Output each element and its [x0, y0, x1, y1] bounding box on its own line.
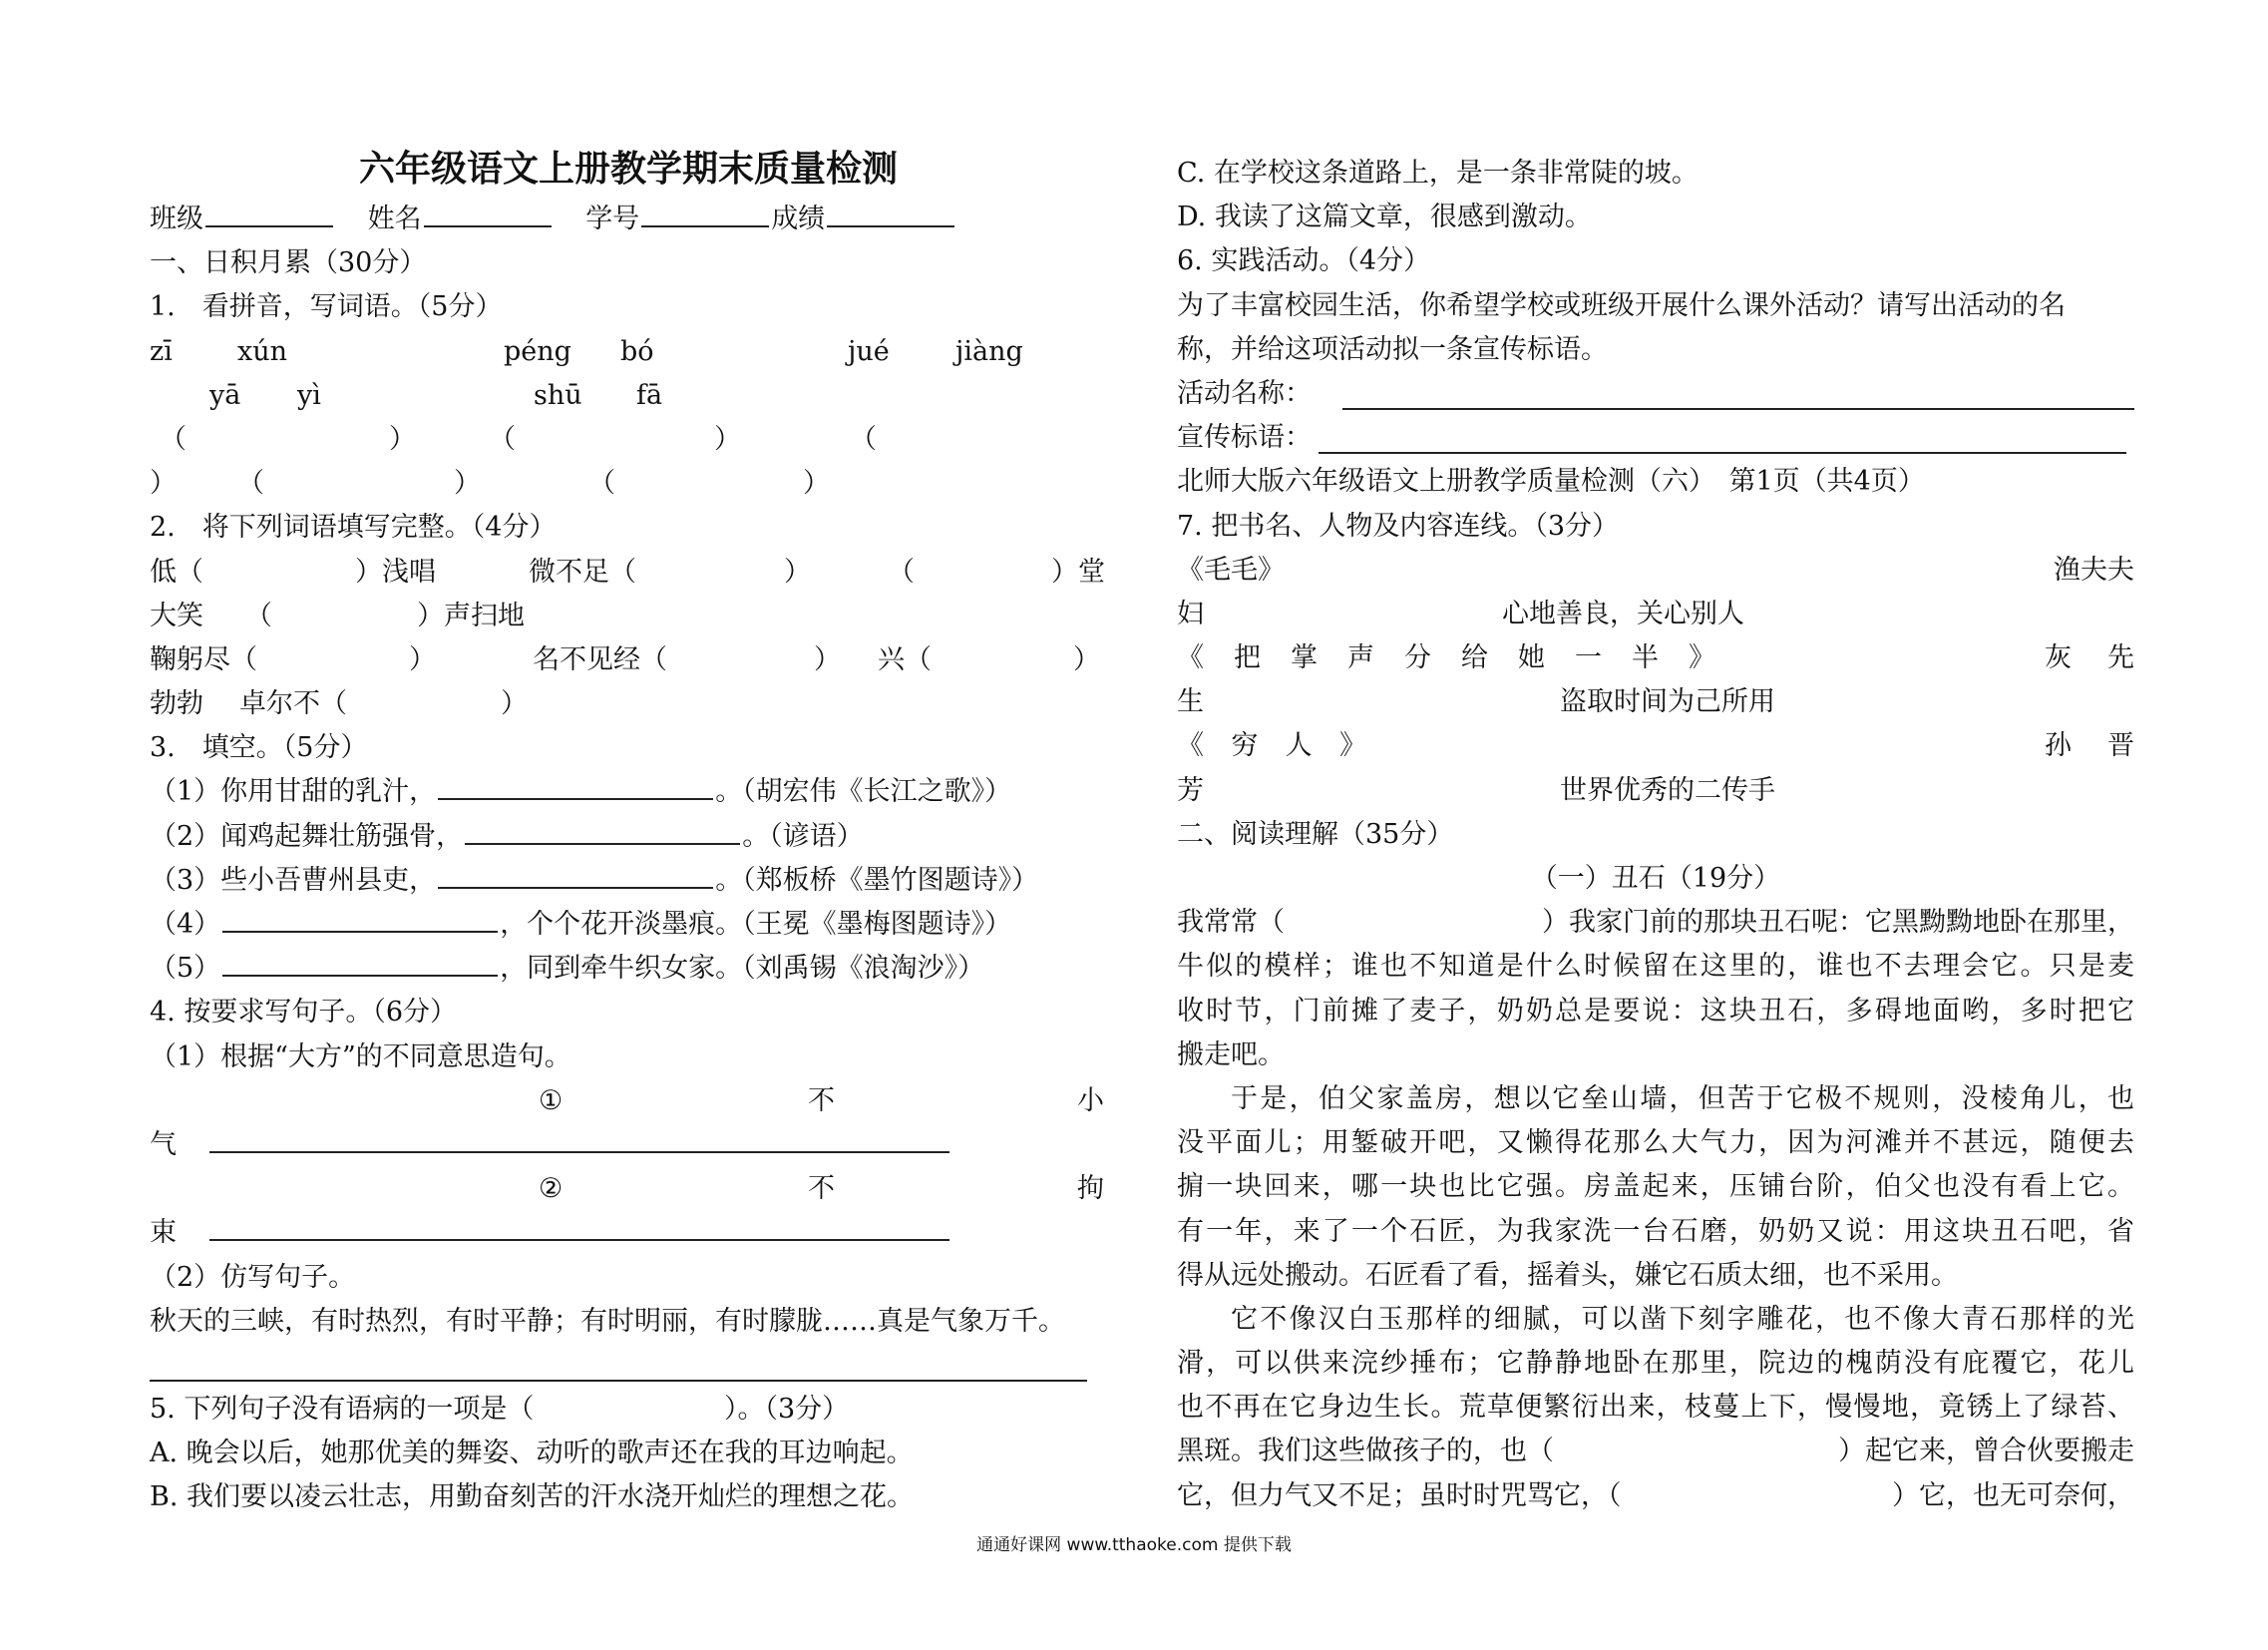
q4-1a-line [150, 1079, 1107, 1123]
book-title: 《毛毛》 [1177, 554, 1285, 586]
q5-option-b: B. 我们要以凌云壮志，用勤奋刻苦的汗水浇开灿烂的理想之花。 [150, 1481, 915, 1513]
q2-text: 鞠躬尽（ [150, 643, 257, 675]
q2-text: ）浅唱 [355, 556, 436, 588]
q5-text: 5. 下列句子没有语病的一项是（ [150, 1394, 535, 1426]
pinyin: zī [150, 335, 173, 367]
q3-item-5 [150, 947, 1107, 991]
q2-text: 兴（ [878, 643, 932, 675]
section-1-heading: 一、日积月累（30分） [150, 247, 427, 279]
q3-text: （3）些小吾曹州县吏， [150, 864, 437, 896]
name-label: 姓名 [367, 204, 422, 234]
q2-text: ） [501, 688, 528, 720]
book-title: 《穷人》 [1177, 730, 1366, 762]
paren: （ [588, 468, 615, 500]
q4-word: 气 [150, 1128, 177, 1160]
number-label: 学号 [585, 204, 640, 234]
q4-1a-answer [150, 1123, 1107, 1167]
answer-underline[interactable] [150, 1380, 1087, 1382]
q7-row-2 [1177, 593, 2134, 636]
answer-blank[interactable] [209, 1213, 949, 1241]
q4-word: 不 [808, 1173, 835, 1205]
character: 生 [1177, 686, 1204, 718]
student-info [150, 198, 1107, 241]
q3-item-2 [150, 815, 1107, 859]
q7-row-1 [1177, 549, 2134, 593]
page-info: 北师大版六年级语文上册教学质量检测（六） 第1页（共4页） [1177, 466, 1925, 498]
number-blank[interactable] [641, 200, 769, 227]
character: 孙晋 [2045, 730, 2134, 762]
q4-num: ② [539, 1173, 564, 1205]
q4-part-1: （1）根据“大方”的不同意思造句。 [150, 1040, 571, 1072]
pinyin: yì [297, 379, 321, 411]
section-2-heading: 二、阅读理解（35分） [1177, 818, 1454, 850]
q2-text: 卓尔不（ [239, 688, 347, 720]
q2-text: ）堂 [1051, 556, 1105, 588]
class-blank[interactable] [205, 200, 333, 227]
q2-text: 勃勃 [150, 688, 203, 720]
content: 盗取时间为己所用 [1560, 686, 1775, 718]
paren: ） [803, 468, 830, 500]
q2-line-1 [150, 551, 1107, 595]
question-1: 1. 看拼音，写词语。（5分） [150, 291, 503, 323]
passage-line: 得从远处搬动。石匠看了看，摇着头，嫌它石质太细，也不采用。 [1177, 1259, 1958, 1291]
q5-text: ）。（3分） [724, 1394, 850, 1426]
paren: ） [389, 423, 416, 455]
passage-line: 滑，可以供来浣纱捶布；它静静地卧在那里，院边的槐荫没有庇覆它，花儿 [1177, 1348, 2134, 1380]
pinyin: jué [848, 335, 890, 367]
q5-option-a: A. 晚会以后，她那优美的舞姿、动听的歌声还在我的耳边响起。 [150, 1438, 914, 1469]
q3-text: 。（胡宏伟《长江之歌》） [715, 776, 1012, 808]
q3-text: ，个个花开淡墨痕。（王冕《墨梅图题诗》） [500, 909, 1012, 940]
passage-line: 有一年，来了一个石匠，为我家洗一台石磨，奶奶又说：用这块丑石吧，省 [1177, 1215, 2134, 1247]
passage-line: 也不再在它身边生长。荒草便繁衍出来，枝蔓上下，慢慢地，竟锈上了绿苔、 [1177, 1392, 2134, 1424]
question-4: 4. 按要求写句子。（6分） [150, 997, 458, 1029]
q4-word: 拘 [1077, 1173, 1104, 1205]
pinyin-row-1 [150, 330, 1107, 374]
passage-text: ）我家门前的那块丑石呢：它黑黝黝地卧在那里， [1542, 907, 2134, 939]
q4-2-answer[interactable] [150, 1344, 1107, 1388]
pinyin-row-2 [150, 374, 1107, 418]
q4-1b-line [150, 1167, 1107, 1211]
right-column [1177, 152, 2134, 1518]
class-label: 班级 [150, 204, 203, 234]
q2-line-2 [150, 595, 1107, 638]
left-column [150, 198, 1107, 1520]
pinyin: yā [209, 379, 241, 411]
answer-underline[interactable] [1342, 408, 2134, 410]
answer-parens-row-2[interactable] [150, 462, 1107, 506]
q2-text: ） [1073, 643, 1100, 675]
score-label: 成绩 [771, 204, 826, 234]
q6-label: 活动名称： [1177, 377, 1312, 409]
passage-text: ）起它来，曾合伙要搬走 [1838, 1436, 2134, 1467]
content: 心地善良，关心别人 [1502, 598, 1744, 629]
q4-num: ① [539, 1084, 564, 1116]
q2-text: ） [409, 643, 436, 675]
q7-row-6 [1177, 769, 2134, 813]
question-3: 3. 填空。（5分） [150, 732, 368, 764]
passage-line [1177, 1430, 2134, 1473]
q4-word: 小 [1077, 1084, 1104, 1116]
q2-text: 低（ [150, 556, 203, 588]
q3-text: （2）闻鸡起舞壮筋强骨， [150, 820, 464, 852]
q2-text: （ [888, 556, 915, 588]
passage-text: 我常常（ [1177, 907, 1285, 939]
q4-part-2: （2）仿写句子。 [150, 1261, 356, 1293]
q2-line-4 [150, 682, 1107, 726]
paren: （ [160, 423, 187, 455]
q2-text: ） [784, 556, 811, 588]
paren: （ [489, 423, 516, 455]
page-title: 六年级语文上册教学期末质量检测 [358, 148, 898, 190]
passage-text: 它，但力气又不足；虽时时咒骂它，（ [1177, 1479, 1622, 1511]
q4-word: 不 [808, 1084, 835, 1116]
score-blank[interactable] [827, 200, 954, 227]
pinyin: fā [636, 379, 663, 411]
passage-text: ）它，也无可奈何， [1892, 1479, 2134, 1511]
q6-activity-name [1177, 372, 2134, 416]
q7-row-3 [1177, 636, 2134, 680]
name-blank[interactable] [424, 200, 552, 227]
answer-blank[interactable] [465, 817, 740, 845]
answer-blank[interactable] [222, 905, 498, 933]
question-5 [150, 1388, 1107, 1432]
paren: ） [150, 468, 177, 500]
answer-underline[interactable] [1319, 452, 2126, 454]
q4-example: 秋天的三峡，有时热烈，有时平静；有时明丽，有时朦胧……真是气象万千。 [150, 1305, 1065, 1337]
question-7: 7. 把书名、人物及内容连线。（3分） [1177, 510, 1620, 542]
q6-text-2: 称，并给这项活动拟一条宣传标语。 [1177, 333, 1608, 365]
q5-option-c: C. 在学校这条道路上，是一条非常陡的坡。 [1177, 158, 1699, 189]
q7-row-4 [1177, 680, 2134, 724]
q3-text: （5） [150, 953, 221, 985]
answer-blank[interactable] [438, 772, 713, 800]
character: 芳 [1177, 774, 1204, 806]
paren: ） [454, 468, 481, 500]
passage-line [1177, 1474, 2134, 1518]
footer-credit: 通通好课网 www.tthaoke.com 提供下载 [976, 1535, 1292, 1555]
q6-label: 宣传标语： [1177, 422, 1312, 454]
passage-line: 牛似的模样；谁也不知道是什么时候留在这里的，谁也不去理会它。只是麦 [1177, 951, 2134, 983]
character: 渔夫夫 [2054, 554, 2134, 586]
q2-text: 大笑 [150, 600, 203, 631]
passage-line: 搬走吧。 [1177, 1038, 1285, 1070]
q2-text: ）声扫地 [417, 600, 525, 631]
passage-line [1177, 901, 2134, 945]
q6-text-1: 为了丰富校园生活，你希望学校或班级开展什么课外活动？请写出活动的名 [1177, 289, 2066, 321]
q2-text: 微不足（ [529, 556, 636, 588]
q6-slogan [1177, 416, 2134, 460]
paren: （ [237, 468, 264, 500]
q3-text: 。（郑板桥《墨竹图题诗》） [715, 864, 1039, 896]
q5-option-d: D. 我读了这篇文章，很感到激动。 [1177, 202, 1592, 233]
pinyin: péng [504, 335, 571, 367]
paren: ） [714, 423, 741, 455]
answer-blank[interactable] [438, 861, 713, 889]
q4-word: 束 [150, 1217, 177, 1249]
question-6: 6. 实践活动。（4分） [1177, 245, 1431, 277]
q2-text: 名不见经（ [533, 643, 667, 675]
answer-blank[interactable] [222, 949, 498, 977]
q3-item-3 [150, 859, 1107, 903]
book-title: 《把掌声分给她一半》 [1177, 642, 1715, 674]
q3-text: ，同到牵牛织女家。（刘禹锡《浪淘沙》） [500, 953, 985, 985]
q2-text: （ [245, 600, 272, 631]
q3-text: 。（谚语） [742, 820, 864, 852]
question-2: 2. 将下列词语填写完整。（4分） [150, 512, 557, 544]
q2-line-3 [150, 638, 1107, 682]
answer-parens-row-1[interactable] [150, 418, 1107, 462]
passage-line: 没平面儿；用錾破开吧，又懒得花那么大气力，因为河滩并不甚远，随便去 [1177, 1127, 2134, 1159]
pinyin: bó [620, 335, 654, 367]
passage-line: 于是，伯父家盖房，想以它垒山墙，但苦于它极不规则，没棱角儿，也 [1231, 1082, 2134, 1114]
pinyin: jiàng [955, 335, 1023, 367]
answer-blank[interactable] [209, 1125, 949, 1153]
passage-title: （一）丑石（19分） [1530, 863, 1781, 894]
q2-text: ） [814, 643, 841, 675]
passage-line: 收时节，门前摊了麦子，奶奶总是要说：这块丑石，多碍地面哟，多时把它 [1177, 995, 2134, 1027]
pinyin: shū [534, 379, 582, 411]
q3-text: （4） [150, 909, 221, 940]
character: 妇 [1177, 598, 1204, 629]
character: 灰先 [2045, 642, 2134, 674]
pinyin: xún [237, 335, 288, 367]
q4-1b-answer [150, 1211, 1107, 1255]
passage-line: 它不像汉白玉那样的细腻，可以凿下刻字雕花，也不像大青石那样的光 [1231, 1303, 2134, 1335]
q3-item-4 [150, 903, 1107, 947]
q3-text: （1）你用甘甜的乳汁， [150, 776, 437, 808]
paren: （ [850, 423, 877, 455]
passage-text: 黑斑。我们这些做孩子的，也（ [1177, 1436, 1554, 1467]
q3-item-1 [150, 770, 1107, 814]
content: 世界优秀的二传手 [1560, 774, 1775, 806]
passage-line: 掮一块回来，哪一块也比它强。房盖起来，压铺台阶，伯父也没有看上它。 [1177, 1171, 2134, 1203]
q7-row-5 [1177, 724, 2134, 768]
